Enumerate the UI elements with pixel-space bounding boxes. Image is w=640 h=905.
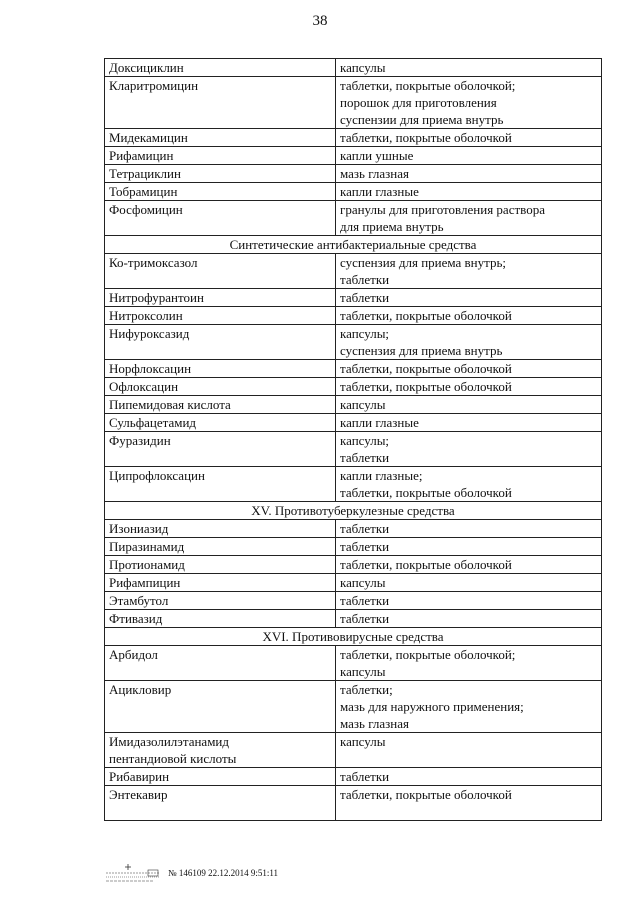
drug-row [105,733,602,768]
drug-name-cell [105,467,336,502]
dosage-form: капсулы [340,397,386,412]
dosage-form-cell [336,129,602,147]
drug-name-cell [105,77,336,129]
dosage-form-cell [336,538,602,556]
dosage-form: капсулы [340,734,386,749]
dosage-form: таблетки [340,611,390,626]
dosage-form-cell [336,254,602,289]
dosage-form: таблетки, покрытые оболочкой; [340,647,516,662]
drug-name-cell [105,378,336,396]
dosage-form-cell [336,574,602,592]
dosage-form: таблетки, покрытые оболочкой [340,308,512,323]
dosage-form: таблетки, покрытые оболочкой [340,130,512,145]
dosage-form: капсулы [340,575,386,590]
dosage-form: таблетки [340,521,390,536]
dosage-form: таблетки [340,290,390,305]
dosage-form: таблетки; [340,682,393,697]
dosage-form: капли глазные; [340,468,423,483]
dosage-form: таблетки [340,593,390,608]
drug-name: Рифамицин [109,148,174,163]
dosage-form: капсулы [340,664,386,679]
section-header-row [105,502,602,520]
drug-name: Офлоксацин [109,379,179,394]
drug-name: Пипемидовая кислота [109,397,231,412]
dosage-form-cell [336,183,602,201]
drug-name: Нитроксолин [109,308,183,323]
drug-name-cell [105,768,336,786]
section-header-row [105,628,602,646]
drug-name-cell [105,610,336,628]
drug-name-cell [105,59,336,77]
drug-name-cell [105,165,336,183]
dosage-form: таблетки [340,450,390,465]
drug-name-cell [105,325,336,360]
drug-name-cell [105,414,336,432]
drug-row [105,147,602,165]
dosage-form: порошок для приготовления [340,95,497,110]
drug-name-cell [105,786,336,821]
drug-row [105,467,602,502]
drug-name-cell [105,646,336,681]
drug-name: Этамбутол [109,593,169,608]
drug-name: Энтекавир [109,787,168,802]
dosage-form: таблетки, покрытые оболочкой [340,361,512,376]
drug-name: Нитрофурантоин [109,290,204,305]
dosage-form: капли глазные [340,184,419,199]
dosage-form-cell [336,520,602,538]
drug-row [105,432,602,467]
drug-row [105,165,602,183]
section-header-row [105,236,602,254]
dosage-form [340,803,597,820]
dosage-form: капсулы; [340,433,390,448]
drug-row [105,786,602,821]
drug-name: Ацикловир [109,682,172,697]
drug-name: пентандиовой кислоты [109,751,237,766]
dosage-form-cell [336,77,602,129]
dosage-form: таблетки [340,539,390,554]
dosage-form-cell [336,556,602,574]
dosage-form: таблетки, покрытые оболочкой; [340,78,516,93]
section-title: Синтетические антибактериальные средства [105,236,602,254]
dosage-form-cell [336,201,602,236]
drug-name: Протионамид [109,557,185,572]
drug-row [105,129,602,147]
section-title: XVI. Противовирусные средства [105,628,602,646]
drug-list-table [104,58,602,821]
drug-name-cell [105,307,336,325]
drug-row [105,681,602,733]
section-title: XV. Противотуберкулезные средства [105,502,602,520]
drug-name: Изониазид [109,521,169,536]
drug-row [105,556,602,574]
dosage-form: капли ушные [340,148,414,163]
drug-row [105,183,602,201]
drug-row [105,289,602,307]
dosage-form-cell [336,681,602,733]
dosage-form: мазь глазная [340,716,409,731]
drug-name: Рибавирин [109,769,170,784]
drug-name-cell [105,129,336,147]
dosage-form-cell [336,786,602,821]
dosage-form-cell [336,610,602,628]
dosage-form-cell [336,414,602,432]
drug-name: Тетрациклин [109,166,181,181]
drug-name: Ко-тримоксазол [109,255,198,270]
document-footer [104,862,278,884]
registration-number: № 146109 22.12.2014 9:51:11 [168,868,279,878]
drug-row [105,254,602,289]
drug-name: Фтивазид [109,611,163,626]
dosage-form-cell [336,165,602,183]
drug-name: Доксициклин [109,60,184,75]
dosage-form: суспензия для приема внутрь; [340,255,507,270]
drug-name-cell [105,432,336,467]
drug-name: Пиразинамид [109,539,185,554]
drug-row [105,646,602,681]
drug-row [105,768,602,786]
drug-name: Сульфацетамид [109,415,197,430]
drug-name: Фосфомицин [109,202,183,217]
dosage-form: гранулы для приготовления раствора [340,202,545,217]
dosage-form: мазь для наружного применения; [340,699,524,714]
drug-name: Рифампицин [109,575,181,590]
drug-row [105,520,602,538]
drug-row [105,360,602,378]
drug-row [105,610,602,628]
dosage-form-cell [336,307,602,325]
dosage-form: суспензия для приема внутрь [340,343,503,358]
dosage-form-cell [336,432,602,467]
drug-row [105,592,602,610]
drug-name: Кларитромицин [109,78,199,93]
drug-name: Тобрамицин [109,184,178,199]
drug-name-cell [105,733,336,768]
dosage-form: таблетки, покрытые оболочкой [340,485,512,500]
drug-row [105,325,602,360]
dosage-form-cell [336,378,602,396]
drug-row [105,59,602,77]
drug-name-cell [105,520,336,538]
dosage-form-cell [336,396,602,414]
dosage-form: таблетки [340,272,390,287]
drug-name-cell [105,396,336,414]
drug-list-body [105,59,602,821]
drug-name-cell [105,556,336,574]
dosage-form: таблетки [340,769,390,784]
drug-name: Мидекамицин [109,130,188,145]
drug-name-cell [105,201,336,236]
drug-name-cell [105,147,336,165]
drug-name-cell [105,360,336,378]
dosage-form: капсулы; [340,326,390,341]
drug-row [105,396,602,414]
drug-name-cell [105,538,336,556]
drug-row [105,378,602,396]
dosage-form-cell [336,467,602,502]
registration-stamp-icon [104,862,162,884]
drug-name-cell [105,289,336,307]
dosage-form: таблетки, покрытые оболочкой [340,379,512,394]
dosage-form: таблетки, покрытые оболочкой [340,787,512,802]
dosage-form-cell [336,325,602,360]
drug-name: Арбидол [109,647,158,662]
drug-name: Ципрофлоксацин [109,468,205,483]
dosage-form-cell [336,360,602,378]
drug-row [105,307,602,325]
dosage-form: суспензии для приема внутрь [340,112,504,127]
page-number: 38 [312,13,328,29]
drug-row [105,574,602,592]
dosage-form-cell [336,59,602,77]
drug-name: Фуразидин [109,433,171,448]
drug-name-cell [105,183,336,201]
drug-name-cell [105,592,336,610]
drug-row [105,538,602,556]
dosage-form: таблетки, покрытые оболочкой [340,557,512,572]
drug-row [105,77,602,129]
dosage-form: капли глазные [340,415,419,430]
drug-row [105,201,602,236]
dosage-form: капсулы [340,60,386,75]
dosage-form-cell [336,592,602,610]
drug-name: Имидазолилэтанамид [109,734,229,749]
drug-name-cell [105,254,336,289]
dosage-form: мазь глазная [340,166,409,181]
dosage-form-cell [336,768,602,786]
drug-name-cell [105,574,336,592]
dosage-form: для приема внутрь [340,219,444,234]
drug-name: Норфлоксацин [109,361,192,376]
dosage-form-cell [336,646,602,681]
dosage-form-cell [336,147,602,165]
drug-name-cell [105,681,336,733]
dosage-form-cell [336,289,602,307]
drug-name: Нифуроксазид [109,326,190,341]
dosage-form-cell [336,733,602,768]
drug-row [105,414,602,432]
